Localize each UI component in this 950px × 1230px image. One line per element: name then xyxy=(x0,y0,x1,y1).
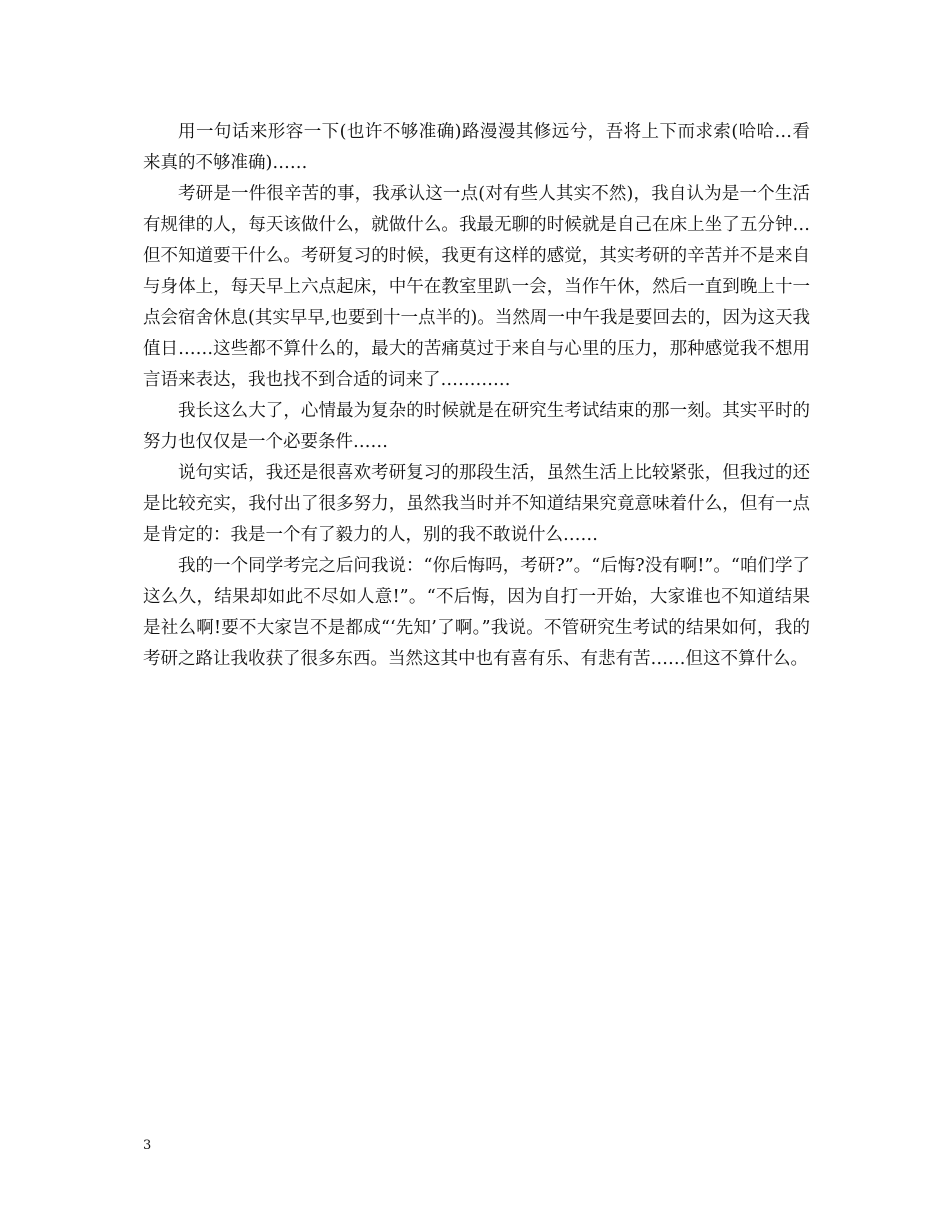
document-body xyxy=(143,117,810,675)
paragraph-1: 用一句话来形容一下(也许不够准确)路漫漫其修远兮，吾将上下而求索(哈哈…看来真的不够准确)…… xyxy=(143,122,810,173)
paragraph-3: 我长这么大了，心情最为复杂的时候就是在研究生考试结束的那一刻。其实平时的努力也仅仅是一个必要条件…… xyxy=(143,401,810,452)
paragraph-4: 说句实话，我还是很喜欢考研复习的那段生活，虽然生活上比较紧张，但我过的还是比较充实，我付出了很多努力，虽然我当时并不知道结果究竟意味着什么，但有一点是肯定的：我是一个有了毅力的人，别的我不敢说什么…… xyxy=(143,463,810,545)
page-number: 3 xyxy=(143,1138,152,1153)
paragraph-2: 考研是一件很辛苦的事，我承认这一点(对有些人其实不然)，我自认为是一个生活有规律的人，每天该做什么，就做什么。我最无聊的时候就是自己在床上坐了五分钟…但不知道要干什么。考研复习的时候，我更有这样的感觉，其实考研的辛苦并不是来自与身体上，每天早上六点起床，中午在教室里趴一会，当作午休，然后一直到晚上十一点会宿舍休息(其实早早,也要到十一点半的)。当然周一中午我是要回去的，因为这天我值日……这些都不算什么的，最大的苦痛莫过于来自与心里的压力，那种感觉我不想用言语来表达，我也找不到合适的词来了………… xyxy=(143,184,810,390)
paragraph-5: 我的一个同学考完之后问我说：“你后悔吗，考研?”。“后悔?没有啊!”。“咱们学了这么久，结果却如此不尽如人意!”。“不后悔，因为自打一开始，大家谁也不知道结果是社么啊!要不大家岂不是都成“‘先知’了啊。”我说。不管研究生考试的结果如何，我的考研之路让我收获了很多东西。当然这其中也有喜有乐、有悲有苦……但这不算什么。 xyxy=(143,556,810,669)
